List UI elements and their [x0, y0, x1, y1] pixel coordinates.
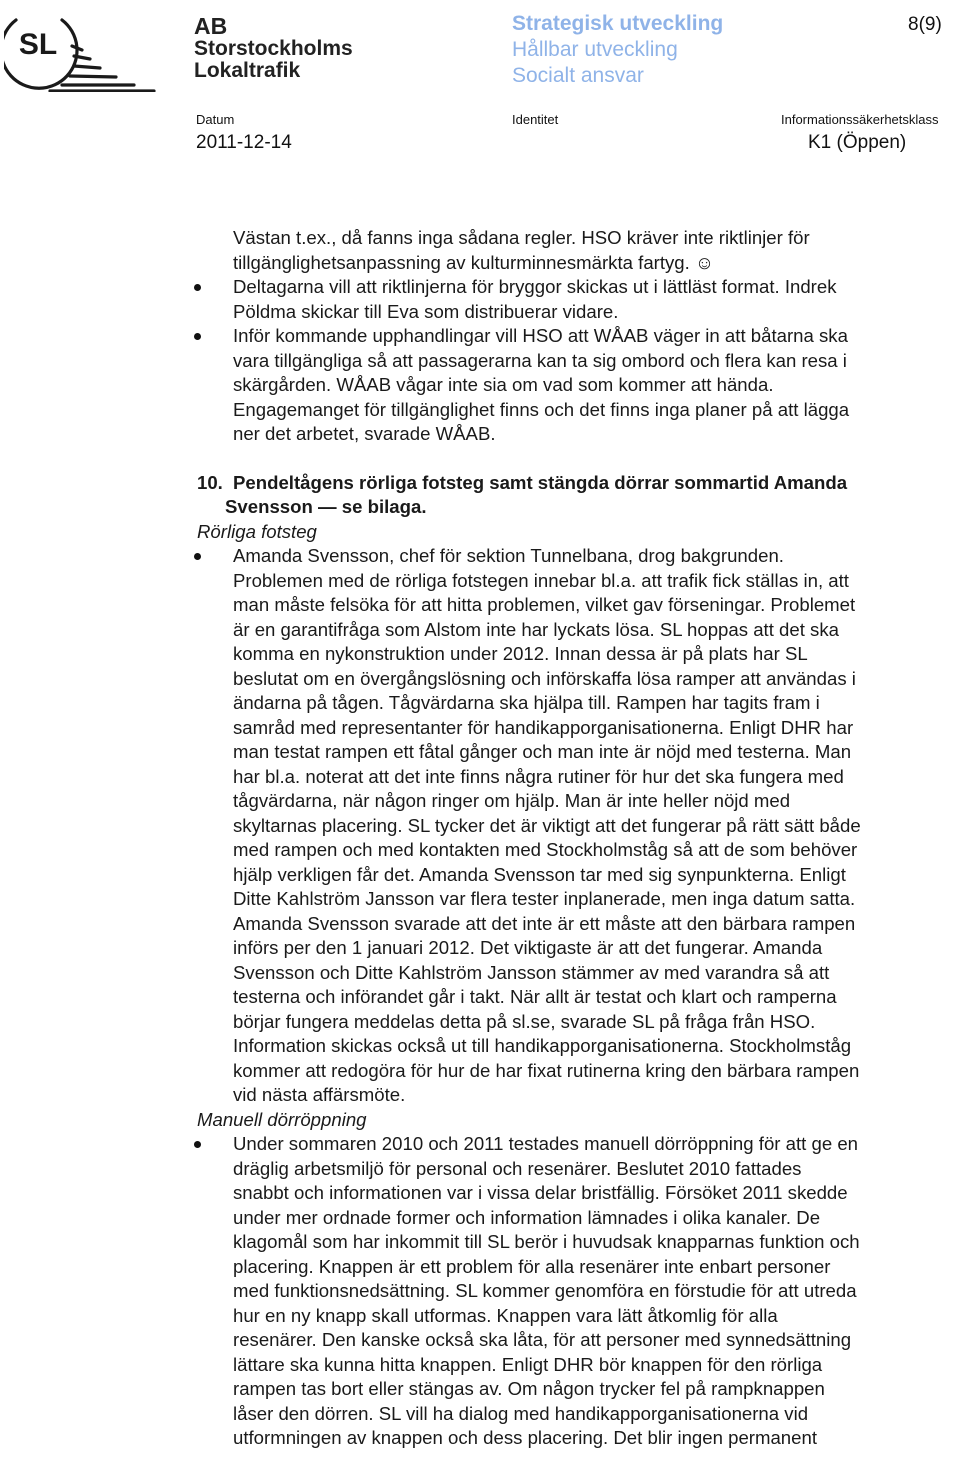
text-line: testerna och införandet går i takt. När allt är testat och klart och ramperna — [233, 986, 837, 1007]
text-line: resenärer. Den kanske också ska låta, för att personer med synnedsättning — [233, 1329, 852, 1350]
page-number: 8(9) — [908, 14, 942, 35]
text-line: hur en ny knapp skall utformas. Knappen vara lätt åtkomlig för alla — [233, 1304, 778, 1326]
text-line: Västan t.ex., då fanns inga sådana regler. HSO kräver inte riktlinjer för — [233, 227, 810, 248]
classification-value: K1 (Öppen) — [808, 132, 907, 153]
section-number: 10. — [197, 471, 223, 493]
text-line: dräglig arbetsmiljö för personal och resenärer. Beslutet 2010 fattades — [233, 1157, 802, 1179]
text-line: Engagemanget för tillgänglighet finns och det finns inga planer på att lägga — [233, 398, 850, 420]
continuation-paragraph — [0, 226, 960, 275]
bullet-icon — [194, 553, 201, 560]
text-line: snabbt och informationen var i vissa delar bristfällig. Försöket 2011 skedde — [233, 1182, 848, 1203]
text-line: tillgänglighetsanpassning av kulturminnesmärkta fartyg. ☺ — [233, 251, 714, 273]
bullet-icon — [194, 284, 201, 291]
subheading-rorliga-fotsteg: Rörliga fotsteg — [197, 520, 317, 542]
heading-line: Pendeltågens rörliga fotsteg samt stängda dörrar sommartid Amanda — [233, 471, 848, 493]
text-line: under mer ordnade former och information lämnades i olika kanaler. De — [233, 1206, 821, 1228]
text-line: klagomål som har inkommit till SL berör i huvudsak knapparnas funktion och — [233, 1231, 860, 1252]
identity-label: Identitet — [512, 112, 559, 127]
text-line: med funktionsnedsättning. SL kommer genomföra en förstudie för att utreda — [233, 1280, 857, 1301]
text-line: med rampen och med kontakten med Stockholmståg så att de som behöver — [233, 839, 858, 860]
document-body — [0, 226, 960, 1451]
text-line: skyltarnas placering. SL tycker det är viktigt att det fungerar på rätt sätt både — [233, 814, 861, 836]
text-line: Ditte Kahlström Jansson var flera tester inplanerade, men inga datum satta. — [233, 888, 856, 909]
text-line: hjälp verkligen får det. Amanda Svensson tar med sig synpunkterna. Enligt — [233, 863, 846, 885]
heading-line: Svensson — se bilaga. — [225, 496, 427, 517]
bullet-icon — [194, 333, 201, 340]
text-line: Amanda Svensson svarade att det inte är ett måste att den bärbara rampen — [233, 912, 856, 934]
text-line: skärgården. WÅAB vågar inte sia om vad som kommer att hända. — [233, 374, 774, 395]
text-line: Amanda Svensson, chef för sektion Tunnelbana, drog bakgrunden. — [233, 545, 784, 566]
date-label: Datum — [196, 112, 235, 127]
text-line: ner det arbetet, svarade WÅAB. — [233, 423, 496, 444]
company-line: Lokaltrafik — [194, 59, 301, 83]
text-line: Deltagarna vill att riktlinjerna för bryggor skickas ut i lättläst format. Indrek — [233, 276, 837, 297]
bullet-item — [0, 544, 960, 1108]
classification-label: Informationssäkerhetsklass — [781, 112, 939, 127]
document-categories — [512, 11, 723, 89]
category-secondary: Hållbar utveckling — [512, 38, 678, 61]
text-line: rampen tas bort eller stängas av. Om någon trycker fel på rampknappen — [233, 1378, 825, 1399]
text-line: beslutat om en övergångslösning och införskaffa lösa ramper att användas i — [233, 667, 856, 689]
bullet-item — [0, 275, 960, 324]
logo-text: SL — [18, 28, 58, 61]
subheading-manuell-dorroppning: Manuell dörröppning — [197, 1108, 367, 1130]
company-line: AB — [194, 13, 228, 39]
text-line: är en garantifråga som Alstom inte har lyckats lösa. SL hoppas att det ska — [233, 618, 839, 640]
text-line: har bl.a. noterat att det inte finns några rutiner för hur det ska fungera med — [233, 765, 844, 787]
text-line: tågvärdarna, när någon ringer om hjälp. Man är inte heller nöjd med — [233, 790, 791, 811]
text-line: Information skickas också ut till handikapporganisationerna. Stockholmståg — [233, 1035, 852, 1056]
text-line: Under sommaren 2010 och 2011 testades manuell dörröppning för att ge en — [233, 1133, 859, 1154]
section-heading — [0, 471, 960, 520]
text-line: börjar fungera meddelas detta på sl.se, svarade SL på fråga från HSO. — [233, 1010, 816, 1032]
text-line: vid nästa affärsmöte. — [233, 1084, 406, 1105]
text-line: samråd med representanter för handikapporganisationerna. Enligt DHR har — [233, 716, 854, 738]
text-line: kommer att redogöra för hur de har fixat rutinerna kring den bärbara rampen — [233, 1059, 860, 1081]
category-primary: Strategisk utveckling — [512, 12, 724, 35]
bullet-icon — [194, 1141, 201, 1148]
text-line: man testat rampen ett fåtal gånger och man inte är nöjd med testerna. Man — [233, 741, 852, 762]
company-name — [194, 14, 353, 82]
text-line: Pöldma skickar till Eva som distribuerar vidare. — [233, 300, 619, 322]
text-line: vara tillgängliga så att passagerarna kan ta sig ombord och flera kan resa i — [233, 349, 847, 371]
text-line: Svensson och Ditte Kahlström Jansson stämmer av med varandra så att — [233, 961, 830, 983]
date-value: 2011-12-14 — [196, 132, 292, 153]
text-line: Problemen med de rörliga fotstegen innebar bl.a. att trafik fick ställas in, att — [233, 569, 849, 591]
text-line: komma en nykonstruktion under 2012. Innan dessa är på plats har SL — [233, 643, 808, 664]
category-tertiary: Socialt ansvar — [512, 64, 644, 87]
text-line: låser den dörren. SL vill ha dialog med handikapporganisationerna vid — [233, 1402, 809, 1424]
text-line: man måste felsöka för att hitta problemen, vilket gav förseningar. Problemet — [233, 594, 856, 615]
text-line: placering. Knappen är ett problem för alla resenärer inte enbart personer — [233, 1255, 831, 1277]
text-line: införs per den 1 januari 2012. Det viktigaste är att det fungerar. Amanda — [233, 937, 823, 958]
text-line: utformningen av knappen och dess placering. Det blir ingen permanent — [233, 1427, 817, 1448]
bullet-item — [0, 324, 960, 447]
text-line: lättare ska kunna hitta knappen. Enligt DHR bör knappen för den rörliga — [233, 1353, 823, 1375]
company-line: Storstockholms — [194, 37, 353, 61]
bullet-item — [0, 1132, 960, 1451]
text-line: ändarna på tågen. Tågvärdarna ska hjälpa till. Rampen har tagits fram i — [233, 692, 820, 713]
sl-logo — [4, 10, 190, 92]
text-line: Inför kommande upphandlingar vill HSO att WÅAB väger in att båtarna ska — [233, 325, 848, 346]
